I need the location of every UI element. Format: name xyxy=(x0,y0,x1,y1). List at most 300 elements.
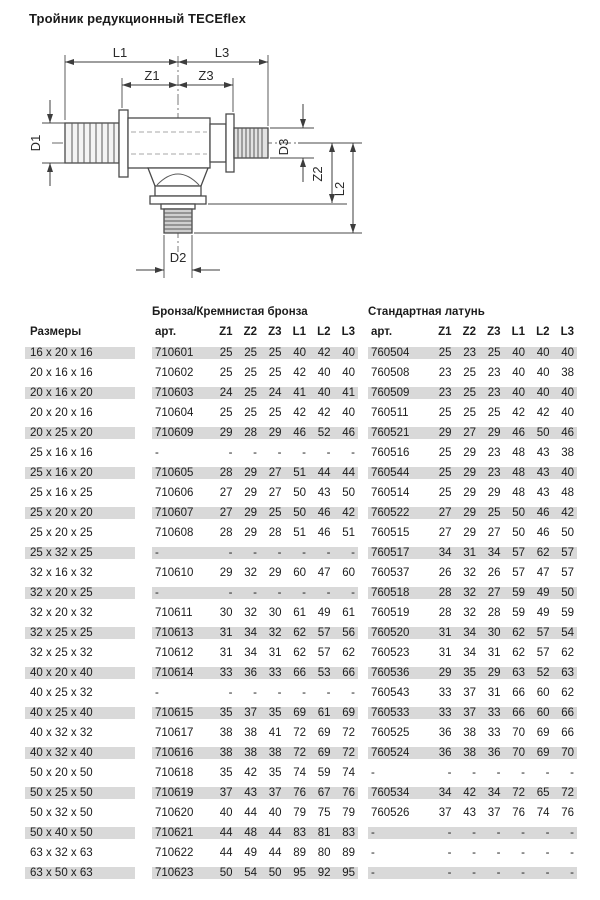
bronze-cells xyxy=(152,547,358,559)
brass-cells xyxy=(368,387,577,399)
bronze-value-cell: 25 xyxy=(244,367,257,379)
bronze-value-cell: 72 xyxy=(293,727,306,739)
size-cell: 25 x 20 x 20 xyxy=(25,507,135,519)
tee-fitting-diagram xyxy=(0,0,600,300)
bronze-value-cell: 34 xyxy=(244,627,257,639)
bronze-value-cell: 69 xyxy=(342,707,355,719)
brass-art-cell: 760525 xyxy=(371,727,410,739)
brass-cells xyxy=(368,407,577,419)
brass-value-cell: 76 xyxy=(561,807,574,819)
table-row xyxy=(0,823,600,843)
brass-cells xyxy=(368,567,577,579)
bronze-cells xyxy=(152,787,358,799)
brass-value-cell: - xyxy=(496,767,501,779)
brass-value-cell: 28 xyxy=(438,587,452,599)
brass-value-cell: 50 xyxy=(512,527,525,539)
brass-cells xyxy=(368,487,577,499)
bronze-value-cell: 61 xyxy=(317,707,331,719)
brass-value-cell: 66 xyxy=(512,707,525,719)
bronze-cells xyxy=(152,627,358,639)
col-header-z2: Z2 xyxy=(462,326,476,338)
brass-value-cell: - xyxy=(496,827,501,839)
brass-value-cell: 50 xyxy=(561,587,574,599)
brass-value-cell: 70 xyxy=(512,727,525,739)
bronze-value-cell: 32 xyxy=(244,607,257,619)
brass-value-cell: 23 xyxy=(487,447,501,459)
brass-value-cell: 42 xyxy=(463,787,476,799)
bronze-art-cell: 710607 xyxy=(155,507,194,519)
brass-value-cell: 60 xyxy=(536,707,550,719)
bronze-value-cell: 33 xyxy=(219,667,233,679)
bronze-value-cell: 51 xyxy=(293,527,306,539)
dim-label-l3: L3 xyxy=(214,45,230,60)
size-cell: 25 x 16 x 25 xyxy=(30,487,93,499)
table-row xyxy=(0,603,600,623)
brass-art-cell: - xyxy=(371,767,375,779)
bronze-cells xyxy=(152,807,358,819)
size-cell: 25 x 20 x 25 xyxy=(30,527,93,539)
table-row xyxy=(0,423,600,443)
bronze-value-cell: 42 xyxy=(293,407,306,419)
brass-value-cell: 29 xyxy=(438,427,452,439)
brass-value-cell: 38 xyxy=(561,447,574,459)
brass-value-cell: 46 xyxy=(536,527,550,539)
bronze-value-cell: 72 xyxy=(293,747,306,759)
brass-value-cell: 34 xyxy=(438,547,452,559)
brass-value-cell: 29 xyxy=(463,527,476,539)
bronze-value-cell: 35 xyxy=(268,707,282,719)
bronze-value-cell: 46 xyxy=(317,507,331,519)
brass-group-header: Стандартная латунь xyxy=(368,305,485,318)
size-cell: 40 x 20 x 40 xyxy=(25,667,135,679)
bronze-value-cell: 40 xyxy=(342,347,355,359)
table-row xyxy=(0,623,600,643)
bronze-value-cell: 66 xyxy=(342,667,355,679)
bronze-value-cell: 25 xyxy=(219,407,233,419)
bronze-value-cell: 54 xyxy=(244,867,257,879)
bronze-value-cell: 30 xyxy=(268,607,282,619)
brass-value-cell: - xyxy=(570,847,574,859)
bronze-value-cell: 32 xyxy=(268,627,282,639)
bronze-value-cell: 51 xyxy=(293,467,306,479)
bronze-value-cell: 25 xyxy=(219,347,233,359)
size-cell: 32 x 20 x 25 xyxy=(25,587,135,599)
table-row xyxy=(0,583,600,603)
bronze-value-cell: 28 xyxy=(219,467,233,479)
bronze-value-cell: 42 xyxy=(317,347,331,359)
brass-value-cell: 25 xyxy=(438,447,452,459)
brass-value-cell: 34 xyxy=(487,547,501,559)
brass-value-cell: 29 xyxy=(487,427,501,439)
size-cell: 50 x 20 x 50 xyxy=(30,767,93,779)
brass-value-cell: 59 xyxy=(512,587,525,599)
brass-value-cell: 32 xyxy=(463,607,476,619)
table-row xyxy=(0,443,600,463)
brass-value-cell: 54 xyxy=(561,627,574,639)
table-row xyxy=(0,783,600,803)
bronze-value-cell: 89 xyxy=(293,847,306,859)
bronze-value-cell: 44 xyxy=(342,467,355,479)
left-ribbed-pipe xyxy=(65,123,119,163)
bronze-value-cell: 40 xyxy=(342,367,355,379)
brass-value-cell: 29 xyxy=(463,487,476,499)
col-header-z2: Z2 xyxy=(243,326,257,338)
brass-value-cell: 29 xyxy=(487,487,501,499)
bronze-art-cell: 710610 xyxy=(155,567,194,579)
brass-value-cell: 57 xyxy=(536,647,550,659)
bronze-value-cell: - xyxy=(302,447,306,459)
bronze-art-cell: 710619 xyxy=(155,787,194,799)
brass-value-cell: 65 xyxy=(536,787,550,799)
bronze-value-cell: 52 xyxy=(317,427,331,439)
bronze-value-cell: 31 xyxy=(219,627,233,639)
bronze-art-cell: 710615 xyxy=(155,707,194,719)
bronze-value-cell: 72 xyxy=(342,727,355,739)
size-cell: 20 x 25 x 20 xyxy=(25,427,135,439)
bronze-art-cell: 710613 xyxy=(155,627,194,639)
bronze-value-cell: 61 xyxy=(342,607,355,619)
main-body xyxy=(128,118,210,168)
bronze-value-cell: 42 xyxy=(342,507,355,519)
brass-value-cell: 62 xyxy=(536,547,550,559)
bronze-art-cell: 710617 xyxy=(155,727,194,739)
bronze-value-cell: 38 xyxy=(219,727,233,739)
brass-value-cell: - xyxy=(545,827,550,839)
brass-value-cell: 38 xyxy=(463,727,476,739)
brass-value-cell: 60 xyxy=(536,687,550,699)
brass-value-cell: 57 xyxy=(512,547,525,559)
bronze-value-cell: 25 xyxy=(244,347,257,359)
brass-value-cell: 29 xyxy=(463,467,476,479)
brass-value-cell: - xyxy=(447,767,452,779)
brass-value-cell: 40 xyxy=(561,407,574,419)
col-header-sizes: Размеры xyxy=(30,326,82,338)
brass-value-cell: 74 xyxy=(536,807,550,819)
bronze-value-cell: 29 xyxy=(244,507,257,519)
bronze-value-cell: 25 xyxy=(219,367,233,379)
bronze-value-cell: 69 xyxy=(317,727,331,739)
bronze-value-cell: 46 xyxy=(342,427,355,439)
brass-cells xyxy=(368,827,577,839)
brass-value-cell: - xyxy=(521,767,525,779)
left-collar xyxy=(119,110,128,177)
brass-value-cell: 40 xyxy=(536,387,550,399)
bronze-value-cell: 79 xyxy=(293,807,306,819)
col-header-z3: Z3 xyxy=(487,326,501,338)
brass-value-cell: 31 xyxy=(438,627,452,639)
bronze-value-cell: 50 xyxy=(219,867,233,879)
brass-value-cell: 35 xyxy=(463,667,476,679)
brass-value-cell: 40 xyxy=(561,347,574,359)
dim-label-z3: Z3 xyxy=(198,68,214,83)
brass-value-cell: 42 xyxy=(512,407,525,419)
brass-value-cell: 29 xyxy=(463,507,476,519)
bronze-cells xyxy=(152,467,358,479)
brass-value-cell: 76 xyxy=(512,807,525,819)
bronze-art-cell: 710616 xyxy=(155,747,194,759)
bronze-value-cell: - xyxy=(326,447,331,459)
brass-value-cell: 57 xyxy=(561,547,574,559)
brass-cells xyxy=(368,747,577,759)
bronze-cells xyxy=(152,647,358,659)
brass-cells xyxy=(368,727,577,739)
bronze-value-cell: - xyxy=(277,587,282,599)
brass-cells xyxy=(368,847,577,859)
brass-art-cell: 760533 xyxy=(371,707,410,719)
brass-value-cell: 66 xyxy=(512,687,525,699)
size-cell: 32 x 16 x 32 xyxy=(30,567,93,579)
bronze-value-cell: 50 xyxy=(293,507,306,519)
bronze-value-cell: - xyxy=(326,547,331,559)
brass-value-cell: 40 xyxy=(561,467,574,479)
bronze-value-cell: 40 xyxy=(342,407,355,419)
brass-art-cell: 760517 xyxy=(371,547,410,559)
bronze-value-cell: 62 xyxy=(293,627,306,639)
brass-art-cell: 760514 xyxy=(371,487,410,499)
bronze-value-cell: 28 xyxy=(268,527,282,539)
bronze-value-cell: 27 xyxy=(219,487,233,499)
bronze-value-cell: 74 xyxy=(342,767,355,779)
brass-value-cell: - xyxy=(545,867,550,879)
bronze-value-cell: 44 xyxy=(268,827,282,839)
brass-value-cell: 27 xyxy=(438,527,452,539)
bronze-value-cell: - xyxy=(302,547,306,559)
brass-value-cell: - xyxy=(521,847,525,859)
bronze-cells xyxy=(152,487,358,499)
brass-art-cell: 760511 xyxy=(371,407,409,419)
dim-label-z1: Z1 xyxy=(144,68,160,83)
bronze-art-cell: - xyxy=(155,687,159,699)
brass-value-cell: 36 xyxy=(438,727,452,739)
bronze-value-cell: 43 xyxy=(317,487,331,499)
dimensions-table xyxy=(0,302,600,883)
col-header-l2: L2 xyxy=(536,326,550,338)
brass-value-cell: - xyxy=(496,847,501,859)
bronze-value-cell: 46 xyxy=(317,527,331,539)
brass-cells xyxy=(368,627,577,639)
brass-value-cell: 63 xyxy=(512,667,525,679)
bronze-value-cell: 29 xyxy=(219,567,233,579)
brass-value-cell: - xyxy=(521,827,525,839)
brass-cells xyxy=(368,427,577,439)
bronze-value-cell: 29 xyxy=(268,427,282,439)
brass-cells xyxy=(368,527,577,539)
bronze-value-cell: 41 xyxy=(342,387,355,399)
brass-value-cell: 25 xyxy=(463,387,476,399)
brass-value-cell: - xyxy=(472,847,476,859)
column-header-row xyxy=(0,321,600,343)
brass-value-cell: 43 xyxy=(536,447,550,459)
bronze-value-cell: 80 xyxy=(317,847,331,859)
bronze-cells xyxy=(152,827,358,839)
brass-value-cell: 28 xyxy=(487,607,501,619)
bronze-value-cell: 75 xyxy=(317,807,331,819)
bronze-value-cell: 29 xyxy=(244,527,257,539)
brass-art-cell: 760534 xyxy=(371,787,410,799)
brass-value-cell: 25 xyxy=(438,347,452,359)
bronze-value-cell: 25 xyxy=(244,387,257,399)
brass-value-cell: 31 xyxy=(438,647,452,659)
brass-value-cell: - xyxy=(545,767,550,779)
col-header-z1: Z1 xyxy=(219,326,233,338)
brass-value-cell: 46 xyxy=(512,427,525,439)
brass-value-cell: 69 xyxy=(536,727,550,739)
brass-value-cell: - xyxy=(472,867,476,879)
brass-art-cell: 760508 xyxy=(371,367,410,379)
size-cell: 50 x 25 x 50 xyxy=(25,787,135,799)
table-row xyxy=(0,743,600,763)
brass-value-cell: - xyxy=(521,867,525,879)
bronze-value-cell: 40 xyxy=(317,387,331,399)
dim-label-z2: Z2 xyxy=(310,166,325,182)
brass-value-cell: 25 xyxy=(463,367,476,379)
brass-cells xyxy=(368,687,577,699)
brass-value-cell: 42 xyxy=(536,407,550,419)
brass-value-cell: 38 xyxy=(463,747,476,759)
bronze-value-cell: - xyxy=(228,547,233,559)
bronze-value-cell: 50 xyxy=(293,487,306,499)
bronze-value-cell: 37 xyxy=(219,787,233,799)
brass-value-cell: 23 xyxy=(487,387,501,399)
brass-art-cell: 760523 xyxy=(371,647,410,659)
brass-cells xyxy=(368,547,577,559)
bronze-value-cell: 40 xyxy=(219,807,233,819)
bronze-value-cell: 44 xyxy=(317,467,331,479)
table-row xyxy=(0,563,600,583)
size-cell: 20 x 20 x 16 xyxy=(30,407,93,419)
size-cell: 25 x 16 x 20 xyxy=(25,467,135,479)
table-row xyxy=(0,663,600,683)
bronze-art-cell: 710611 xyxy=(155,607,193,619)
brass-art-cell: 760521 xyxy=(371,427,410,439)
brass-value-cell: 33 xyxy=(438,687,452,699)
brass-value-cell: 27 xyxy=(463,427,476,439)
bronze-cells xyxy=(152,707,358,719)
brass-cells xyxy=(368,707,577,719)
brass-value-cell: 48 xyxy=(512,447,525,459)
brass-cells xyxy=(368,347,577,359)
bronze-cells xyxy=(152,587,358,599)
group-header-row xyxy=(0,302,600,321)
brass-value-cell: 50 xyxy=(536,427,550,439)
brass-value-cell: - xyxy=(447,827,452,839)
bronze-value-cell: 50 xyxy=(268,867,282,879)
bronze-value-cell: 25 xyxy=(268,407,282,419)
brass-art-cell: 760522 xyxy=(371,507,410,519)
size-cell: 20 x 16 x 20 xyxy=(25,387,135,399)
table-row xyxy=(0,703,600,723)
brass-value-cell: 34 xyxy=(487,787,501,799)
col-header-z3: Z3 xyxy=(268,326,282,338)
brass-value-cell: 66 xyxy=(561,727,574,739)
brass-value-cell: 25 xyxy=(438,467,452,479)
table-row xyxy=(0,543,600,563)
col-header-art: арт. xyxy=(155,326,177,338)
table-row xyxy=(0,803,600,823)
table-row xyxy=(0,463,600,483)
brass-value-cell: 43 xyxy=(536,467,550,479)
brass-value-cell: 66 xyxy=(561,707,574,719)
bronze-value-cell: 28 xyxy=(219,527,233,539)
bronze-value-cell: 46 xyxy=(293,427,306,439)
brass-value-cell: 31 xyxy=(463,547,476,559)
brass-cells xyxy=(368,807,577,819)
size-cell: 40 x 32 x 32 xyxy=(30,727,93,739)
bronze-value-cell: 76 xyxy=(342,787,355,799)
bronze-art-cell: 710612 xyxy=(155,647,194,659)
bronze-value-cell: 57 xyxy=(317,647,331,659)
size-cell: 16 x 20 x 16 xyxy=(25,347,135,359)
brass-value-cell: 69 xyxy=(536,747,550,759)
brass-value-cell: 43 xyxy=(536,487,550,499)
brass-value-cell: 23 xyxy=(487,467,501,479)
brass-value-cell: 49 xyxy=(536,607,550,619)
bronze-value-cell: 35 xyxy=(219,707,233,719)
brass-value-cell: 25 xyxy=(487,407,501,419)
brass-value-cell: 70 xyxy=(512,747,525,759)
bronze-value-cell: 69 xyxy=(293,707,306,719)
size-cell: 40 x 25 x 32 xyxy=(30,687,93,699)
brass-value-cell: 26 xyxy=(487,567,501,579)
bronze-value-cell: 60 xyxy=(293,567,306,579)
brass-value-cell: 48 xyxy=(512,487,525,499)
bronze-value-cell: 29 xyxy=(219,427,233,439)
brass-value-cell: 49 xyxy=(536,587,550,599)
bronze-cells xyxy=(152,367,358,379)
bronze-value-cell: 67 xyxy=(317,787,331,799)
table-row xyxy=(0,403,600,423)
brass-value-cell: 25 xyxy=(438,407,452,419)
bronze-value-cell: 50 xyxy=(342,487,355,499)
brass-value-cell: 27 xyxy=(487,527,501,539)
bronze-value-cell: - xyxy=(277,547,282,559)
brass-value-cell: 40 xyxy=(536,367,550,379)
bronze-value-cell: 25 xyxy=(268,507,282,519)
bronze-value-cell: 29 xyxy=(268,567,282,579)
brass-art-cell: - xyxy=(371,867,375,879)
bronze-art-cell: 710603 xyxy=(155,387,194,399)
col-header-l1: L1 xyxy=(292,326,306,338)
size-cell: 50 x 40 x 50 xyxy=(25,827,135,839)
brass-value-cell: 33 xyxy=(438,707,452,719)
brass-value-cell: 25 xyxy=(487,507,501,519)
table-row xyxy=(0,643,600,663)
brass-art-cell: 760544 xyxy=(371,467,410,479)
brass-value-cell: 25 xyxy=(438,487,452,499)
bronze-cells xyxy=(152,847,358,859)
brass-value-cell: - xyxy=(472,767,476,779)
bronze-value-cell: 32 xyxy=(244,567,257,579)
brass-value-cell: - xyxy=(570,827,574,839)
brass-cells xyxy=(368,447,577,459)
brass-art-cell: 760543 xyxy=(371,687,410,699)
bronze-value-cell: 25 xyxy=(268,347,282,359)
brass-value-cell: - xyxy=(472,827,476,839)
bronze-value-cell: 37 xyxy=(268,787,282,799)
bronze-value-cell: 29 xyxy=(244,487,257,499)
bronze-value-cell: 33 xyxy=(268,667,282,679)
brass-value-cell: 57 xyxy=(536,627,550,639)
bronze-value-cell: 95 xyxy=(342,867,355,879)
brass-value-cell: 52 xyxy=(536,667,550,679)
bronze-value-cell: - xyxy=(253,547,257,559)
bronze-value-cell: 25 xyxy=(244,407,257,419)
size-cell: 63 x 50 x 63 xyxy=(25,867,135,879)
bronze-value-cell: 38 xyxy=(219,747,233,759)
brass-value-cell: 36 xyxy=(487,747,501,759)
brass-art-cell: 760520 xyxy=(371,627,410,639)
brass-value-cell: 25 xyxy=(487,347,501,359)
